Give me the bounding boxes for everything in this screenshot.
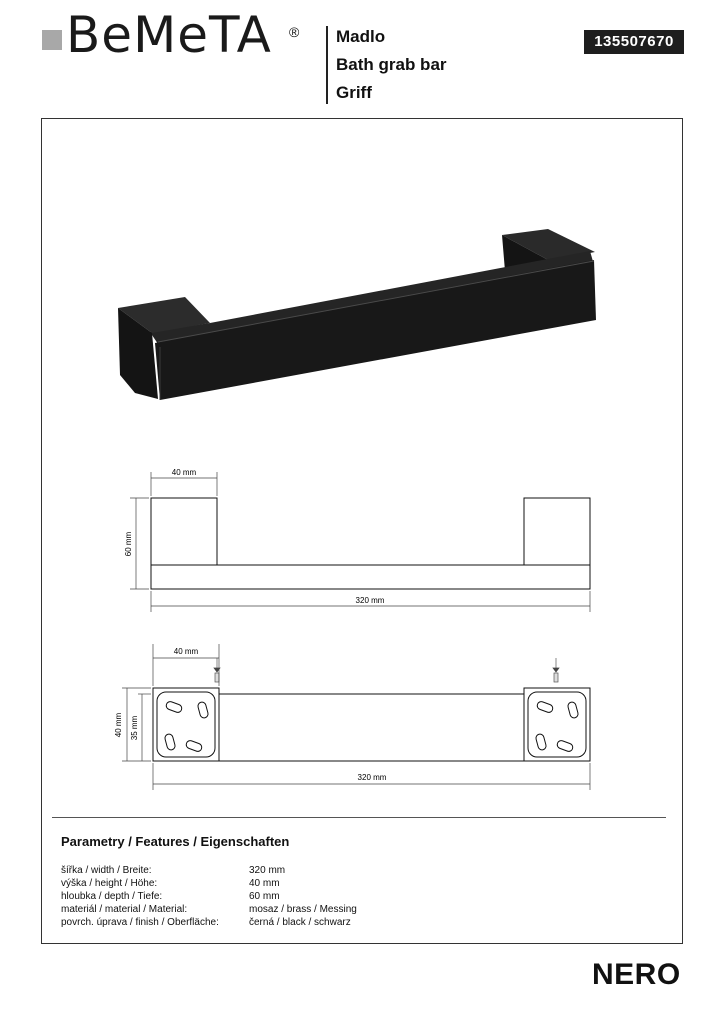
registered-mark: ® [289, 24, 300, 40]
spec-label-depth: hloubka / depth / Tiefe: [61, 891, 163, 902]
top-width-label: 40 mm [173, 647, 199, 656]
side-length-label: 320 mm [355, 596, 385, 605]
spec-value-material: mosaz / brass / Messing [249, 904, 357, 915]
top-view-drawing [100, 630, 620, 800]
top-length-label: 320 mm [357, 773, 387, 782]
spec-label-finish: povrch. úprava / finish / Oberfläche: [61, 917, 219, 928]
spec-value-width: 320 mm [249, 865, 286, 876]
collection-name: NERO [592, 958, 681, 991]
product-render [100, 215, 610, 405]
spec-label-height: výška / height / Höhe: [61, 878, 158, 889]
side-view-drawing [100, 460, 620, 620]
header-divider [326, 26, 328, 104]
spec-label-material: materiál / material / Material: [61, 904, 188, 915]
side-width-label: 40 mm [171, 468, 197, 477]
title-czech: Madlo [336, 27, 386, 46]
side-height-label: 60 mm [124, 531, 133, 557]
product-code: 135507670 [584, 30, 684, 54]
spec-value-height: 40 mm [249, 878, 280, 889]
top-outer-height-label: 40 mm [114, 712, 123, 738]
spec-value-depth: 60 mm [249, 891, 280, 902]
spec-value-finish: černá / black / schwarz [249, 917, 351, 928]
top-inner-height-label: 35 mm [130, 715, 139, 741]
logo-square [42, 30, 62, 50]
title-german: Griff [336, 83, 372, 102]
title-english: Bath grab bar [336, 55, 447, 74]
features-divider [52, 817, 666, 818]
brand-logo: BeMeTA [66, 6, 272, 64]
spec-label-width: šířka / width / Breite: [61, 865, 152, 876]
features-title: Parametry / Features / Eigenschaften [61, 834, 290, 849]
